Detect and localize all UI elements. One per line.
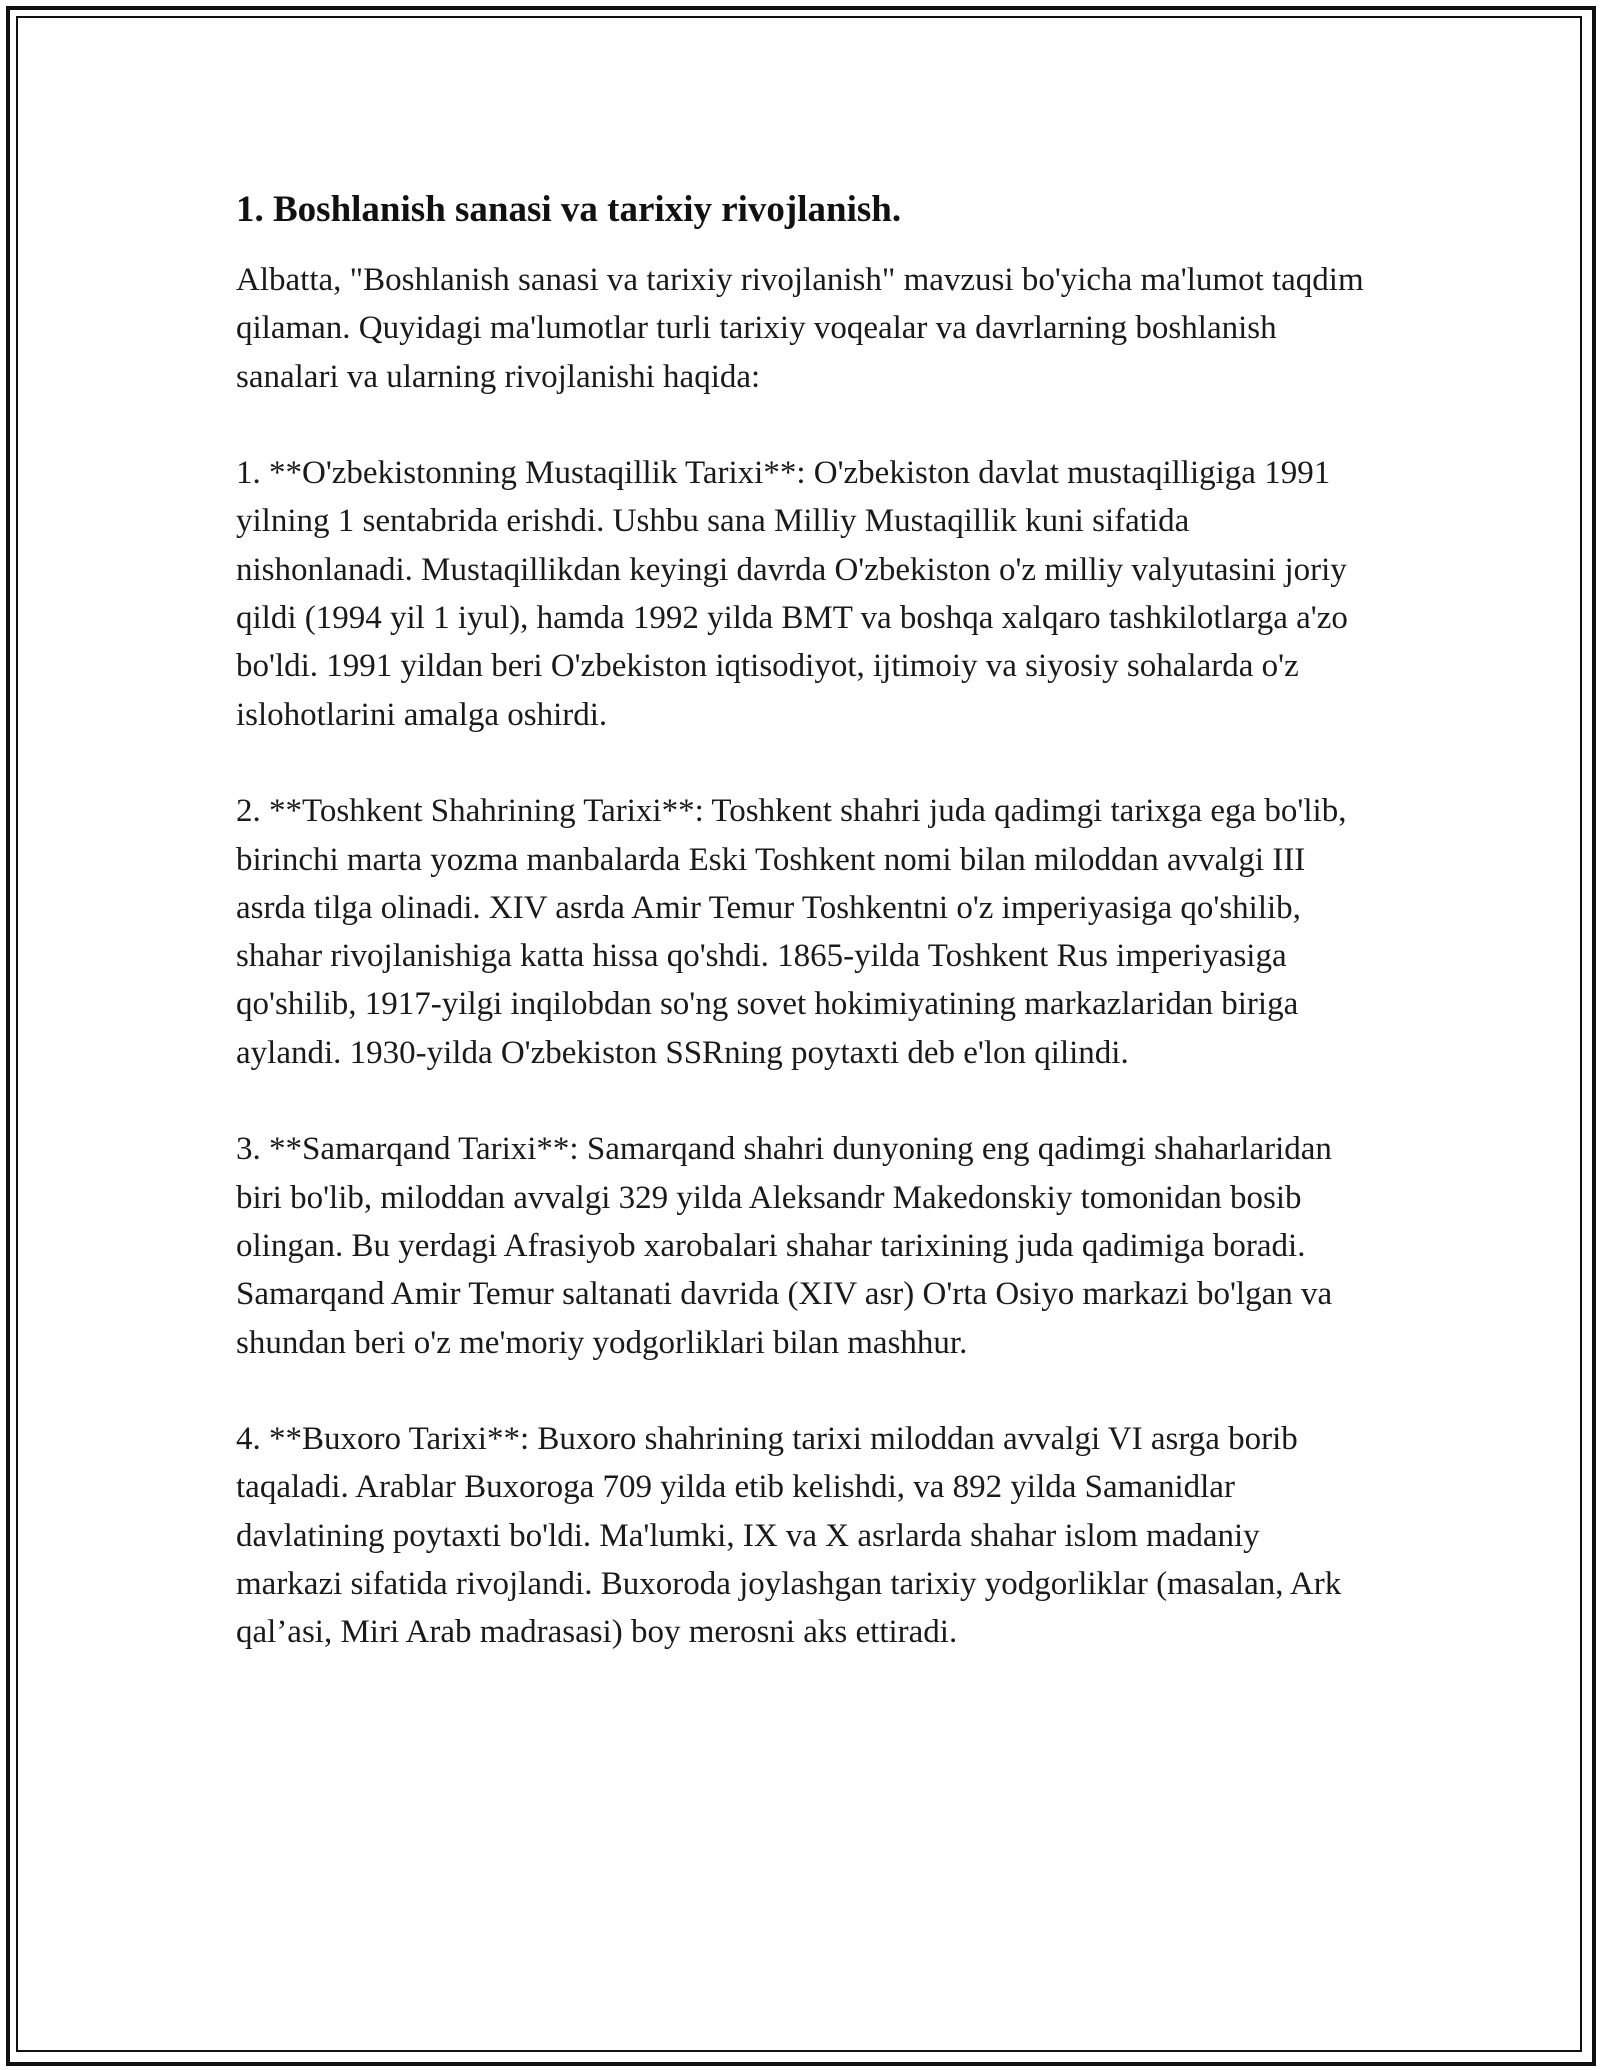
section-paragraph-2: 2. **Toshkent Shahrining Tarixi**: Toshkent shahri juda qadimgi tarixga ega bo'lib, birinchi marta yozma manbalarda Eski Toshkent nomi bilan miloddan avvalgi III asrda tilga olinadi. XIV asrda Amir Temur Toshkentni o'z imperiyasiga qo'shilib, shahar rivojlanishiga katta hissa qo'shdi. 1865-yilda Toshkent Rus imperiyasiga qo'shilib, 1917-yilgi inqilobdan so'ng sovet hokimiyatining markazlaridan biriga aylandi. 1930-yilda O'zbekiston SSRning poytaxti deb e'lon qilindi. [236,793,1347,1071]
document-body [236,186,1366,1705]
document-title: 1. Boshlanish sanasi va tarixiy rivojlanish. [236,189,902,230]
section-paragraph-3: 3. **Samarqand Tarixi**: Samarqand shahri dunyoning eng qadimgi shaharlaridan biri bo'lib, miloddan avvalgi 329 yilda Aleksandr Makedonskiy tomonidan bosib olingan. Bu yerdagi Afrasiyob xarobalari shahar tarixining juda qadimiga boradi. Samarqand Amir Temur saltanati davrida (XIV asr) O'rta Osiyo markazi bo'lgan va shundan beri o'z me'moriy yodgorliklari bilan mashhur. [236,1131,1333,1361]
section-paragraph-4: 4. **Buxoro Tarixi**: Buxoro shahrining tarixi miloddan avvalgi VI asrga borib taqaladi. Arablar Buxoroga 709 yilda etib kelishdi, va 892 yilda Samanidlar davlatining poytaxti bo'ldi. Ma'lumki, IX va X asrlarda shahar islom madaniy markazi sifatida rivojlandi. Buxoroda joylashgan tarixiy yodgorliklar (masalan, Ark qal’asi, Miri Arab madrasasi) boy merosni aks ettiradi. [236,1421,1342,1651]
section-paragraph-1: 1. **O'zbekistonning Mustaqillik Tarixi**: O'zbekiston davlat mustaqilligiga 1991 yilning 1 sentabrida erishdi. Ushbu sana Milliy Mustaqillik kuni sifatida nishonlanadi. Mustaqillikdan keyingi davrda O'zbekiston o'z milliy valyutasini joriy qildi (1994 yil 1 iyul), hamda 1992 yilda BMT va boshqa xalqaro tashkilotlarga a'zo bo'ldi. 1991 yildan beri O'zbekiston iqtisodiyot, ijtimoiy va siyosiy sohalarda o'z islohotlarini amalga oshirdi. [236,455,1348,733]
intro-paragraph: Albatta, "Boshlanish sanasi va tarixiy rivojlanish" mavzusi bo'yicha ma'lumot taqdim qilaman. Quyidagi ma'lumotlar turli tarixiy voqealar va davrlarning boshlanish sanalari va ularning rivojlanishi haqida: [236,262,1364,395]
